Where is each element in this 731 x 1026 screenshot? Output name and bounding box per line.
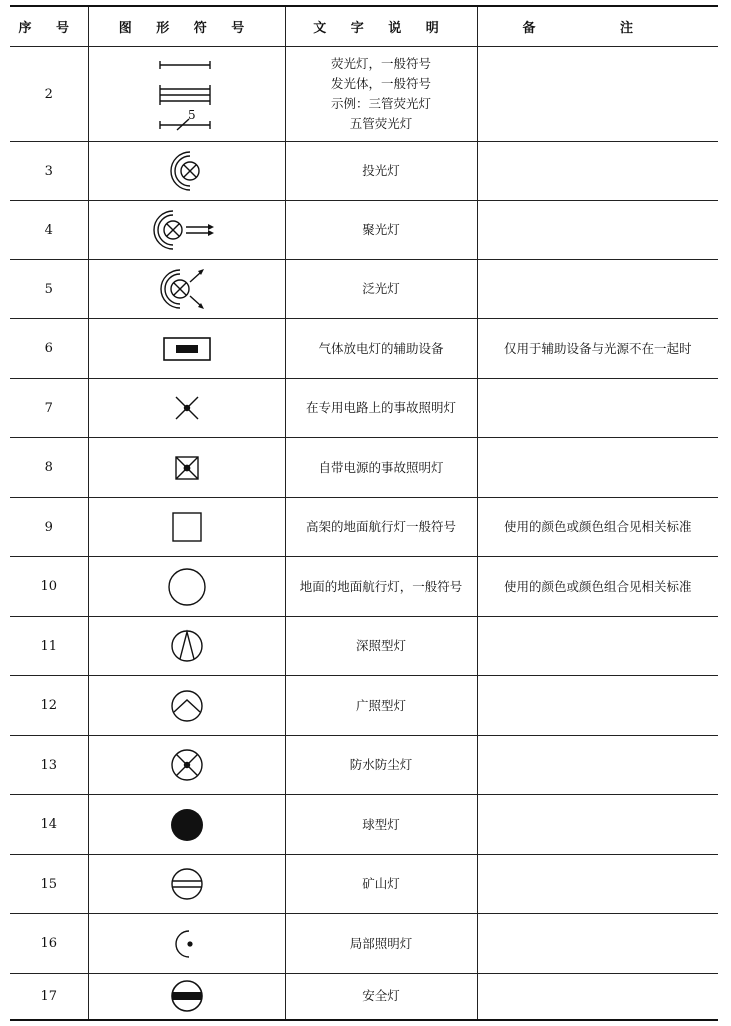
floodlight-icon: [88, 260, 285, 319]
row-note: [477, 736, 718, 795]
row-description: 自带电源的事故照明灯: [285, 438, 477, 498]
deep-beam-lamp-icon: [88, 617, 285, 676]
table-row: [10, 319, 718, 379]
spotlight-icon: [88, 201, 285, 260]
local-lighting-lamp-icon: [88, 914, 285, 974]
table-row: [10, 201, 718, 260]
table-row: [10, 557, 718, 617]
row-description: 深照型灯: [285, 617, 477, 676]
row-number: 10: [10, 557, 88, 617]
table-row: [10, 974, 718, 1020]
mine-lamp-icon: [88, 855, 285, 914]
row-number: 14: [10, 795, 88, 855]
row-note: [477, 260, 718, 319]
row-number: 3: [10, 142, 88, 201]
lighting-symbol-table: [10, 5, 718, 1021]
row-description: 泛光灯: [285, 260, 477, 319]
header-symbol: 图 形 符 号: [88, 6, 285, 47]
row-note: 仅用于辅助设备与光源不在一起时: [477, 319, 718, 379]
table-row: [10, 914, 718, 974]
table-header-row: [10, 6, 718, 47]
row-note: [477, 914, 718, 974]
row-note: [477, 795, 718, 855]
desc-line: 五管荧光灯: [349, 116, 413, 131]
row-note: [477, 379, 718, 438]
desc-line: 示例：三管荧光灯: [330, 96, 431, 111]
safety-lamp-icon: [88, 974, 285, 1020]
table-row: [10, 795, 718, 855]
projector-lamp-icon: [88, 142, 285, 201]
row-description: 防水防尘灯: [285, 736, 477, 795]
row-note: [477, 47, 718, 142]
row-note: [477, 676, 718, 736]
desc-line: 发光体，一般符号: [330, 76, 431, 91]
row-description: 广照型灯: [285, 676, 477, 736]
row-description: 矿山灯: [285, 855, 477, 914]
row-note: 使用的颜色或颜色组合见相关标准: [477, 557, 718, 617]
row-number: 17: [10, 974, 88, 1020]
header-description: 文 字 说 明: [285, 6, 477, 47]
row-number: 9: [10, 498, 88, 557]
wide-beam-lamp-icon: [88, 676, 285, 736]
table-row: [10, 617, 718, 676]
row-note: [477, 201, 718, 260]
desc-line: 荧光灯，一般符号: [330, 56, 431, 71]
row-number: 13: [10, 736, 88, 795]
fluorescent-lamp-icons: [88, 47, 285, 142]
row-number: 16: [10, 914, 88, 974]
filled-circle-icon: [88, 795, 285, 855]
row-description: 局部照明灯: [285, 914, 477, 974]
row-number: 15: [10, 855, 88, 914]
row-number: 12: [10, 676, 88, 736]
dustproof-waterproof-lamp-icon: [88, 736, 285, 795]
row-number: 2: [10, 47, 88, 142]
row-note: [477, 142, 718, 201]
row-description: 安全灯: [285, 974, 477, 1020]
circle-icon: [88, 557, 285, 617]
row-note: [477, 438, 718, 498]
table-row: [10, 498, 718, 557]
self-powered-emergency-light-icon: [88, 438, 285, 498]
row-description: 聚光灯: [285, 201, 477, 260]
row-note: [477, 974, 718, 1020]
emergency-light-circuit-icon: [88, 379, 285, 438]
header-notes: 备 注: [477, 6, 718, 47]
row-description: 球型灯: [285, 795, 477, 855]
row-note: [477, 617, 718, 676]
table-row: [10, 379, 718, 438]
row-description: 在专用电路上的事故照明灯: [285, 379, 477, 438]
row-description: 地面的地面航行灯，一般符号: [285, 557, 477, 617]
auxiliary-device-icon: [88, 319, 285, 379]
tube-count-label: 5: [187, 108, 196, 122]
row-description: 气体放电灯的辅助设备: [285, 319, 477, 379]
row-note: 使用的颜色或颜色组合见相关标准: [477, 498, 718, 557]
row-description: [285, 47, 477, 142]
header-no: 序 号: [10, 6, 88, 47]
table-row: [10, 47, 718, 142]
row-number: 5: [10, 260, 88, 319]
row-number: 11: [10, 617, 88, 676]
table-row: [10, 855, 718, 914]
row-number: 8: [10, 438, 88, 498]
table-row: [10, 438, 718, 498]
table-row: [10, 142, 718, 201]
symbol-table-container: [10, 5, 718, 1021]
row-description: 高架的地面航行灯一般符号: [285, 498, 477, 557]
table-row: [10, 736, 718, 795]
row-description: 投光灯: [285, 142, 477, 201]
table-row: [10, 260, 718, 319]
row-note: [477, 855, 718, 914]
square-icon: [88, 498, 285, 557]
row-number: 7: [10, 379, 88, 438]
row-number: 6: [10, 319, 88, 379]
row-number: 4: [10, 201, 88, 260]
table-row: [10, 676, 718, 736]
